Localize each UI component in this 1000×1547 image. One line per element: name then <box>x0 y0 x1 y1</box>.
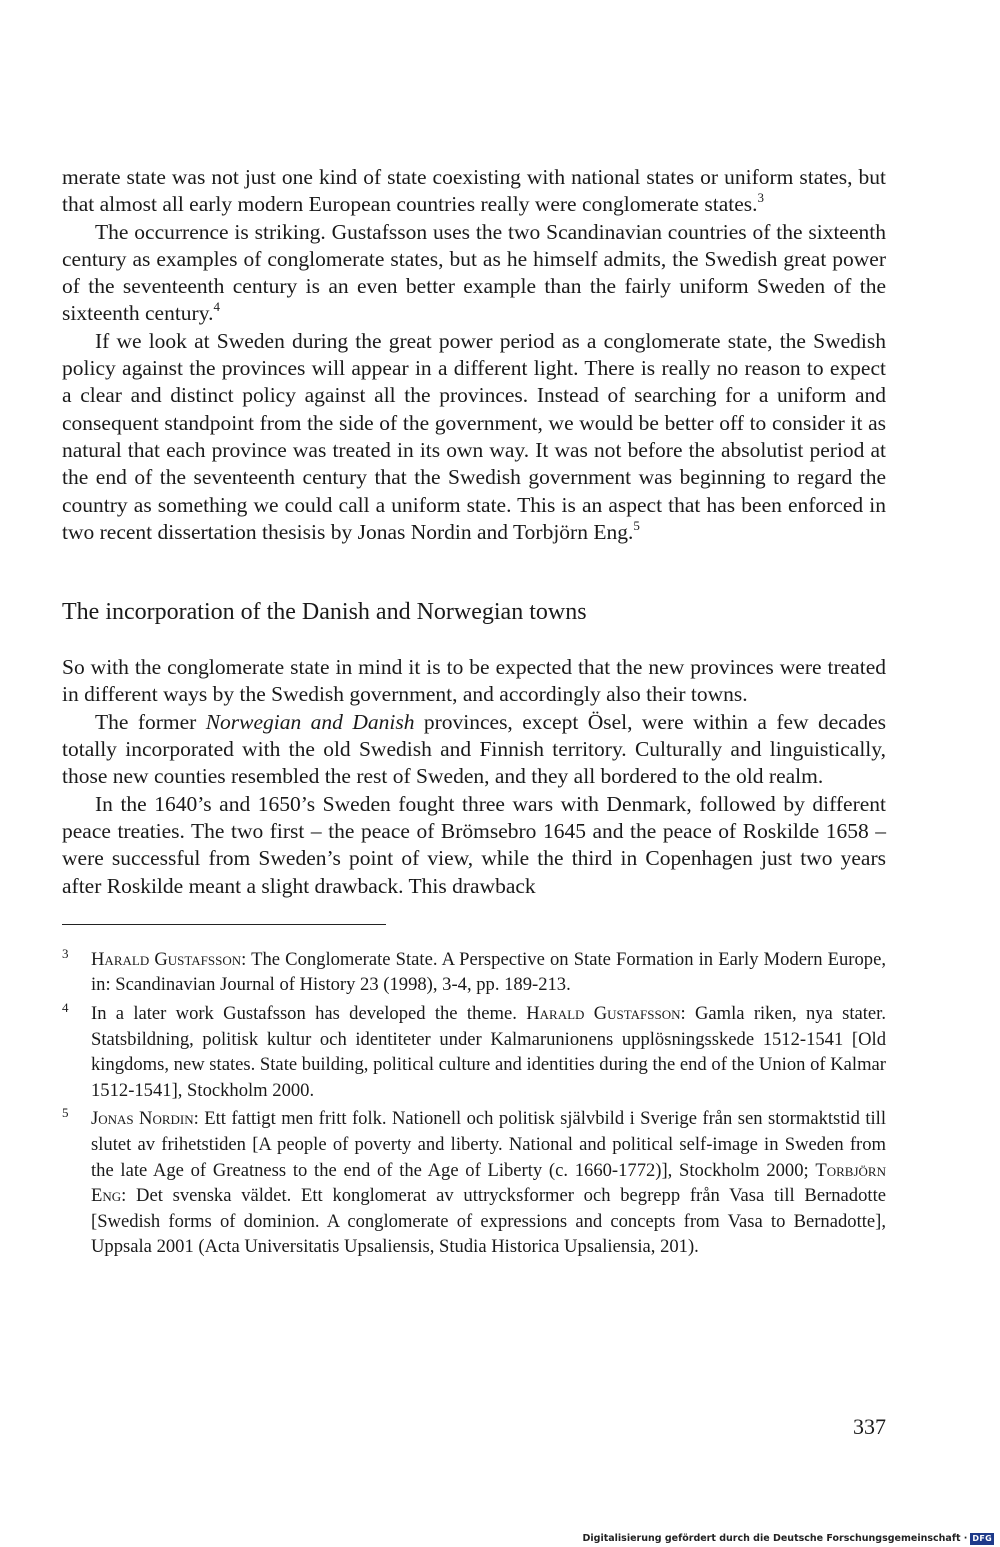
paragraph: If we look at Sweden during the great power period as a conglomerate state, the Swedish policy against the provinces will appear in a different light. There is really no reason to expect a clear and distinct policy against all the provinces. Instead of searching for a uniform and consequent standpoint from the side of the government, we would be better off to consider it as natural that each province was treated in its own way. It was not before the absolutist period at the end of the seventeenth century that the Swedish government was beginning to regard the country as something we could call a uniform state. This is an aspect that has been enforced in two recent dissertation thesisis by Jonas Nordin and Torbjörn Eng.$^5$ <box>62 328 886 544</box>
paragraph: merate state was not just one kind of state coexisting with national states or uniform states, but that almost all early modern European countries really were conglomerate states.$^3$ <box>62 165 886 217</box>
footnote-number: 4 <box>62 1000 69 1016</box>
footnote-number: 5 <box>62 1105 69 1121</box>
paragraph: The occurrence is striking. Gustafsson uses the two Scandinavian countries of the sixteenth century as examples of conglomerate states, but as he himself admits, the Swedish great power of the seventeenth century is an even better example than the fairly uniform Sweden of the sixteenth century.$^4$ <box>62 219 886 326</box>
body-text <box>62 164 886 546</box>
paragraph: So with the conglomerate state in mind it is to be expected that the new provinces were treated in different ways by the Swedish government, and accordingly also their towns. <box>62 655 886 707</box>
paragraph: In the 1640’s and 1650’s Sweden fought three wars with Denmark, followed by different peace treaties. The two first – the peace of Brömsebro 1645 and the peace of Roskilde 1658 – were successful from Sweden’s point of view, while the third in Copenhagen just two years after Roskilde meant a slight drawback. This drawback <box>62 791 886 898</box>
footnote-number: 3 <box>62 945 69 961</box>
author-name: Torbjörn Eng <box>91 1159 886 1207</box>
footnote-4: 4 In a later work Gustafsson has developed the theme. Harald Gustafsson: Gamla riken, nya stater. Statsbildning, politisk kultur och identiteter under Kalmarunionens upplösningsskede 1512-1541 [Old kingdoms, new states. State building, political culture and identities during the end of the Union of Kalmar 1512-1541], Stockholm 2000. <box>62 1001 886 1103</box>
author-name: Jonas Nordin <box>91 1108 194 1130</box>
emphasis: Norwegian and Danish <box>205 709 415 734</box>
footnotes <box>62 947 886 1260</box>
author-name: Harald Gustafsson <box>526 1003 681 1025</box>
footnote-ref[interactable]: 4 <box>213 299 220 315</box>
section-heading: The incorporation of the Danish and Norwegian towns <box>62 599 587 626</box>
digitization-footer <box>583 1532 994 1545</box>
section-body <box>62 654 886 900</box>
dfg-logo-icon: DFG <box>972 1533 992 1543</box>
page-number: 337 <box>853 1414 886 1439</box>
paragraph: The former Norwegian and Danish provinces, except Ösel, were within a few decades totally incorporated with the old Swedish and Finnish territory. Culturally and linguistically, those new counties resembled the rest of Sweden, and they all bordered to the old realm. <box>62 709 887 789</box>
footnote-3: 3 Harald Gustafsson: The Conglomerate State. A Perspective on State Formation in Early Modern Europe, in: Scandinavian Journal of History 23 (1998), 3-4, pp. 189-213. <box>62 947 886 998</box>
footnote-ref[interactable]: 3 <box>757 190 764 206</box>
page-content <box>62 164 886 1263</box>
author-name: Harald Gustafsson <box>91 948 242 970</box>
footer-text: Digitalisierung gefördert durch die Deutsche Forschungsgemeinschaft · <box>582 1533 968 1544</box>
footnote-ref[interactable]: 5 <box>633 517 640 533</box>
footnote-divider <box>62 924 386 925</box>
footnote-5: 5 Jonas Nordin: Ett fattigt men fritt folk. Nationell och politisk självbild i Sverige från sen stormaktstid till slutet av frihetstiden [A people of poverty and liberty. National and political self-image in Sweden from the late Age of Greatness to the end of the Age of Liberty (c. 1660-1772)], Stockholm 2000; Torbjörn Eng: Det svenska väldet. Ett konglomerat av uttrycksformer och begrepp från Vasa till Bernadotte [Swedish forms of dominion. A conglomerate of expressions and concepts from Vasa to Bernadotte], Uppsala 2001 (Acta Universitatis Upsaliensis, Studia Historica Upsaliensia, 201). <box>62 1106 886 1260</box>
